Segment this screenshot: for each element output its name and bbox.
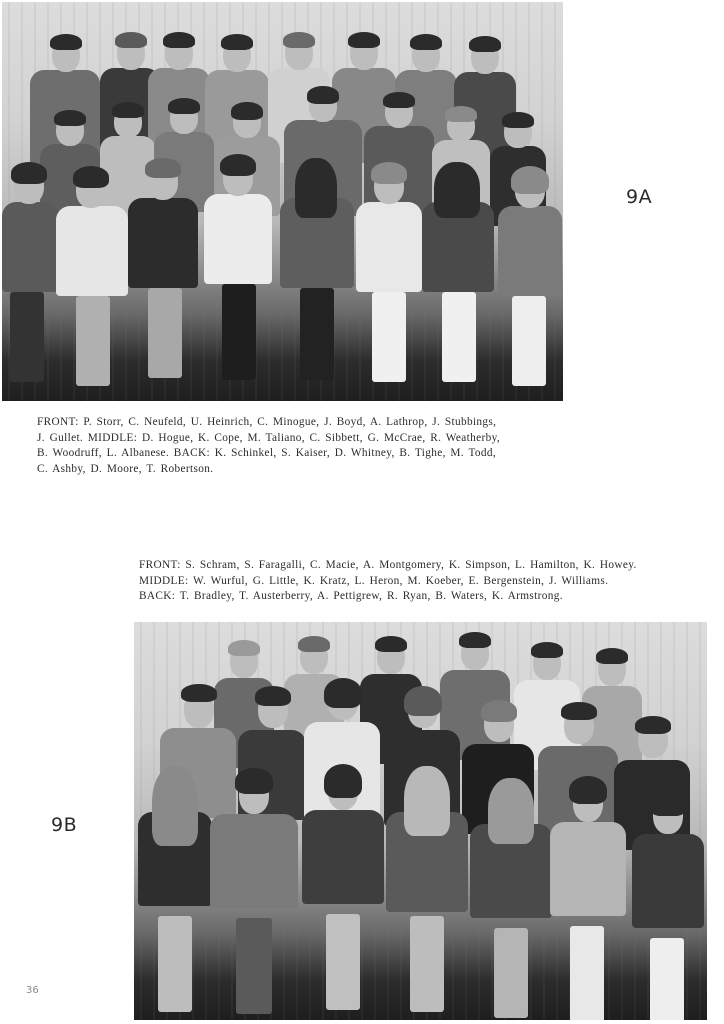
caption-line: J. Gullet. MIDDLE: D. Hogue, K. Cope, M. Taliano, C. Sibbett, G. McCrae, R. Weatherby, xyxy=(37,431,501,444)
class-9a-photo xyxy=(2,2,563,401)
caption-line: FRONT: P. Storr, C. Neufeld, U. Heinrich, C. Minogue, J. Boyd, A. Lathrop, J. Stubbings, xyxy=(37,416,497,428)
caption-line: B. Woodruff, L. Albanese. BACK: K. Schinkel, S. Kaiser, D. Whitney, B. Tighe, M. Todd, xyxy=(37,447,497,459)
class-9b-caption xyxy=(139,558,719,605)
caption-line: BACK: T. Bradley, T. Austerberry, A. Pettigrew, R. Ryan, B. Waters, K. Armstrong. xyxy=(139,590,563,602)
class-9b-photo xyxy=(134,622,707,1020)
caption-line: C. Ashby, D. Moore, T. Robertson. xyxy=(37,462,214,475)
class-9a-label: 9A xyxy=(626,186,653,208)
page-number: 36 xyxy=(26,985,39,996)
caption-line: MIDDLE: W. Wurful, G. Little, K. Kratz, L. Heron, M. Koeber, E. Bergenstein, J. Williams. xyxy=(139,574,609,587)
caption-line: FRONT: S. Schram, S. Faragalli, C. Macie, A. Montgomery, K. Simpson, L. Hamilton, K. Howey. xyxy=(139,559,637,571)
class-9a-caption xyxy=(37,415,567,477)
class-9b-label: 9B xyxy=(51,814,78,836)
